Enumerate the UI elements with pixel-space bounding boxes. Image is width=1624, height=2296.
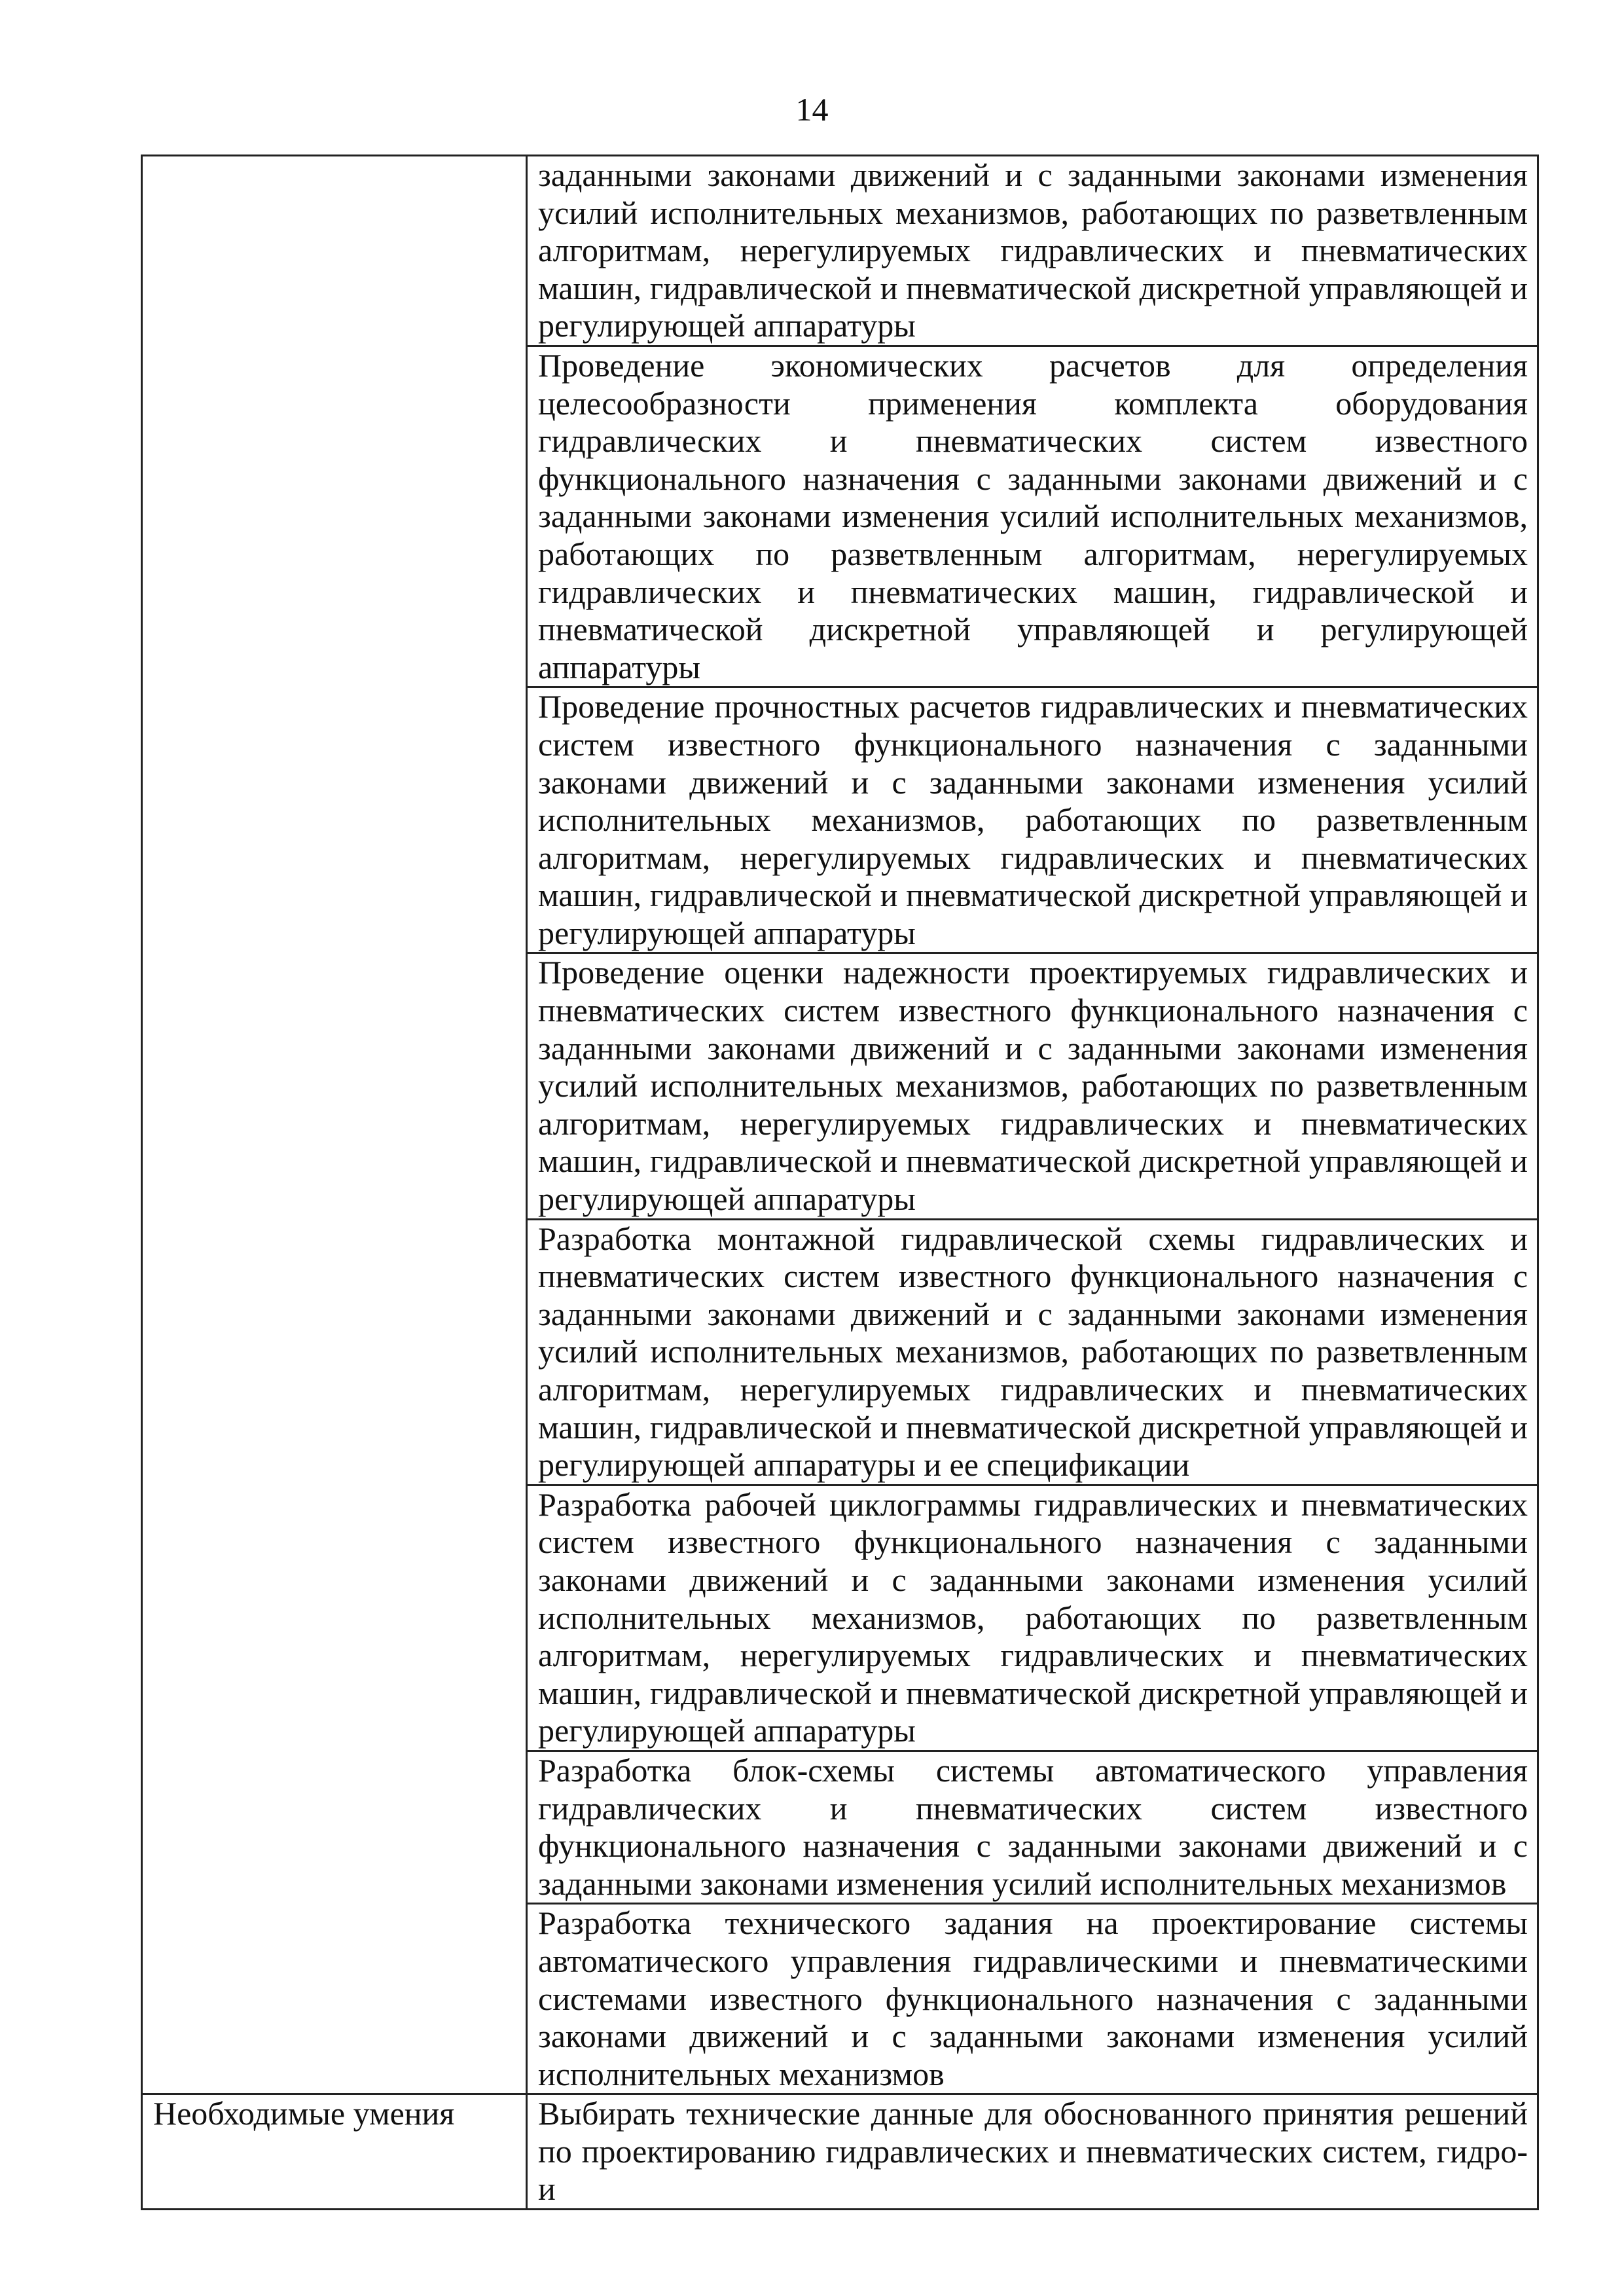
cell-text: Проведение прочностных расчетов гидравлических и пневматических систем известного функционального назначения с заданными законами движений и с заданными законами изменения усилий исполнительных механизмов, работающих по разветвленным алгоритмам, нерегулируемых гидравлических и пневматических машин, гидравлической и пневматической дискретной управляющей и регулирующей аппаратуры <box>538 688 1528 951</box>
cell-text: заданными законами движений и с заданными законами изменения усилий исполнительных механизмов, работающих по разветвленным алгоритмам, нерегулируемых гидравлических и пневматических машин, гидравлической и пневматической дискретной управляющей и регулирующей аппаратуры <box>538 156 1528 344</box>
left-cell-empty <box>142 156 527 2094</box>
table-cell <box>527 1485 1538 1751</box>
table-cell <box>527 346 1538 687</box>
cell-text: Разработка блок-схемы системы автоматического управления гидравлических и пневматических систем известного функционального назначения с заданными законами движений и с заданными законами изменения усилий исполнительных механизмов <box>538 1751 1528 1902</box>
cell-text: Проведение оценки надежности проектируемых гидравлических и пневматических систем известного функционального назначения с заданными законами движений и с заданными законами изменения усилий исполнительных механизмов, работающих по разветвленным алгоритмам, нерегулируемых гидравлических и пневматических машин, гидравлической и пневматической дискретной управляющей и регулирующей аппаратуры <box>538 954 1528 1218</box>
cell-text: Проведение экономических расчетов для определения целесообразности применения комплекта оборудования гидравлических и пневматических систем известного функционального назначения с заданными законами движений и с заданными законами изменения усилий исполнительных механизмов, работающих по разветвленным алгоритмам, нерегулируемых гидравлических и пневматических машин, гидравлической и пневматической дискретной управляющей и регулирующей аппаратуры <box>538 346 1528 685</box>
table-cell <box>527 953 1538 1219</box>
cell-text: Разработка монтажной гидравлической схемы гидравлических и пневматических систем известного функционального назначения с заданными законами движений и с заданными законами изменения усилий исполнительных механизмов, работающих по разветвленным алгоритмам, нерегулируемых гидравлических и пневматических машин, гидравлической и пневматической дискретной управляющей и регулирующей аппаратуры и ее спецификации <box>538 1220 1528 1484</box>
table-cell <box>527 1904 1538 2094</box>
table-row-skills <box>142 2094 1538 2210</box>
skills-text-cell <box>527 2094 1538 2210</box>
skills-label: Необходимые умения <box>153 2095 455 2132</box>
skills-text: Выбирать технические данные для обоснованного принятия решений по проектированию гидравлических и пневматических систем, гидро- и <box>538 2095 1528 2208</box>
table-row <box>142 156 1538 346</box>
table-cell <box>527 156 1538 346</box>
competency-table <box>141 155 1539 2210</box>
skills-label-cell <box>142 2094 527 2210</box>
cell-text: Разработка технического задания на проектирование системы автоматического управления гидравлическими и пневматическими системами известного функционального назначения с заданными законами движений и с заданными законами изменения усилий исполнительных механизмов <box>538 1904 1528 2092</box>
table-cell <box>527 1751 1538 1903</box>
table-cell <box>527 1219 1538 1485</box>
cell-text: Разработка рабочей циклограммы гидравлических и пневматических систем известного функционального назначения с заданными законами движений и с заданными законами изменения усилий исполнительных механизмов, работающих по разветвленным алгоритмам, нерегулируемых гидравлических и пневматических машин, гидравлической и пневматической дискретной управляющей и регулирующей аппаратуры <box>538 1485 1528 1749</box>
table-cell <box>527 687 1538 953</box>
page-number: 14 <box>795 91 829 128</box>
